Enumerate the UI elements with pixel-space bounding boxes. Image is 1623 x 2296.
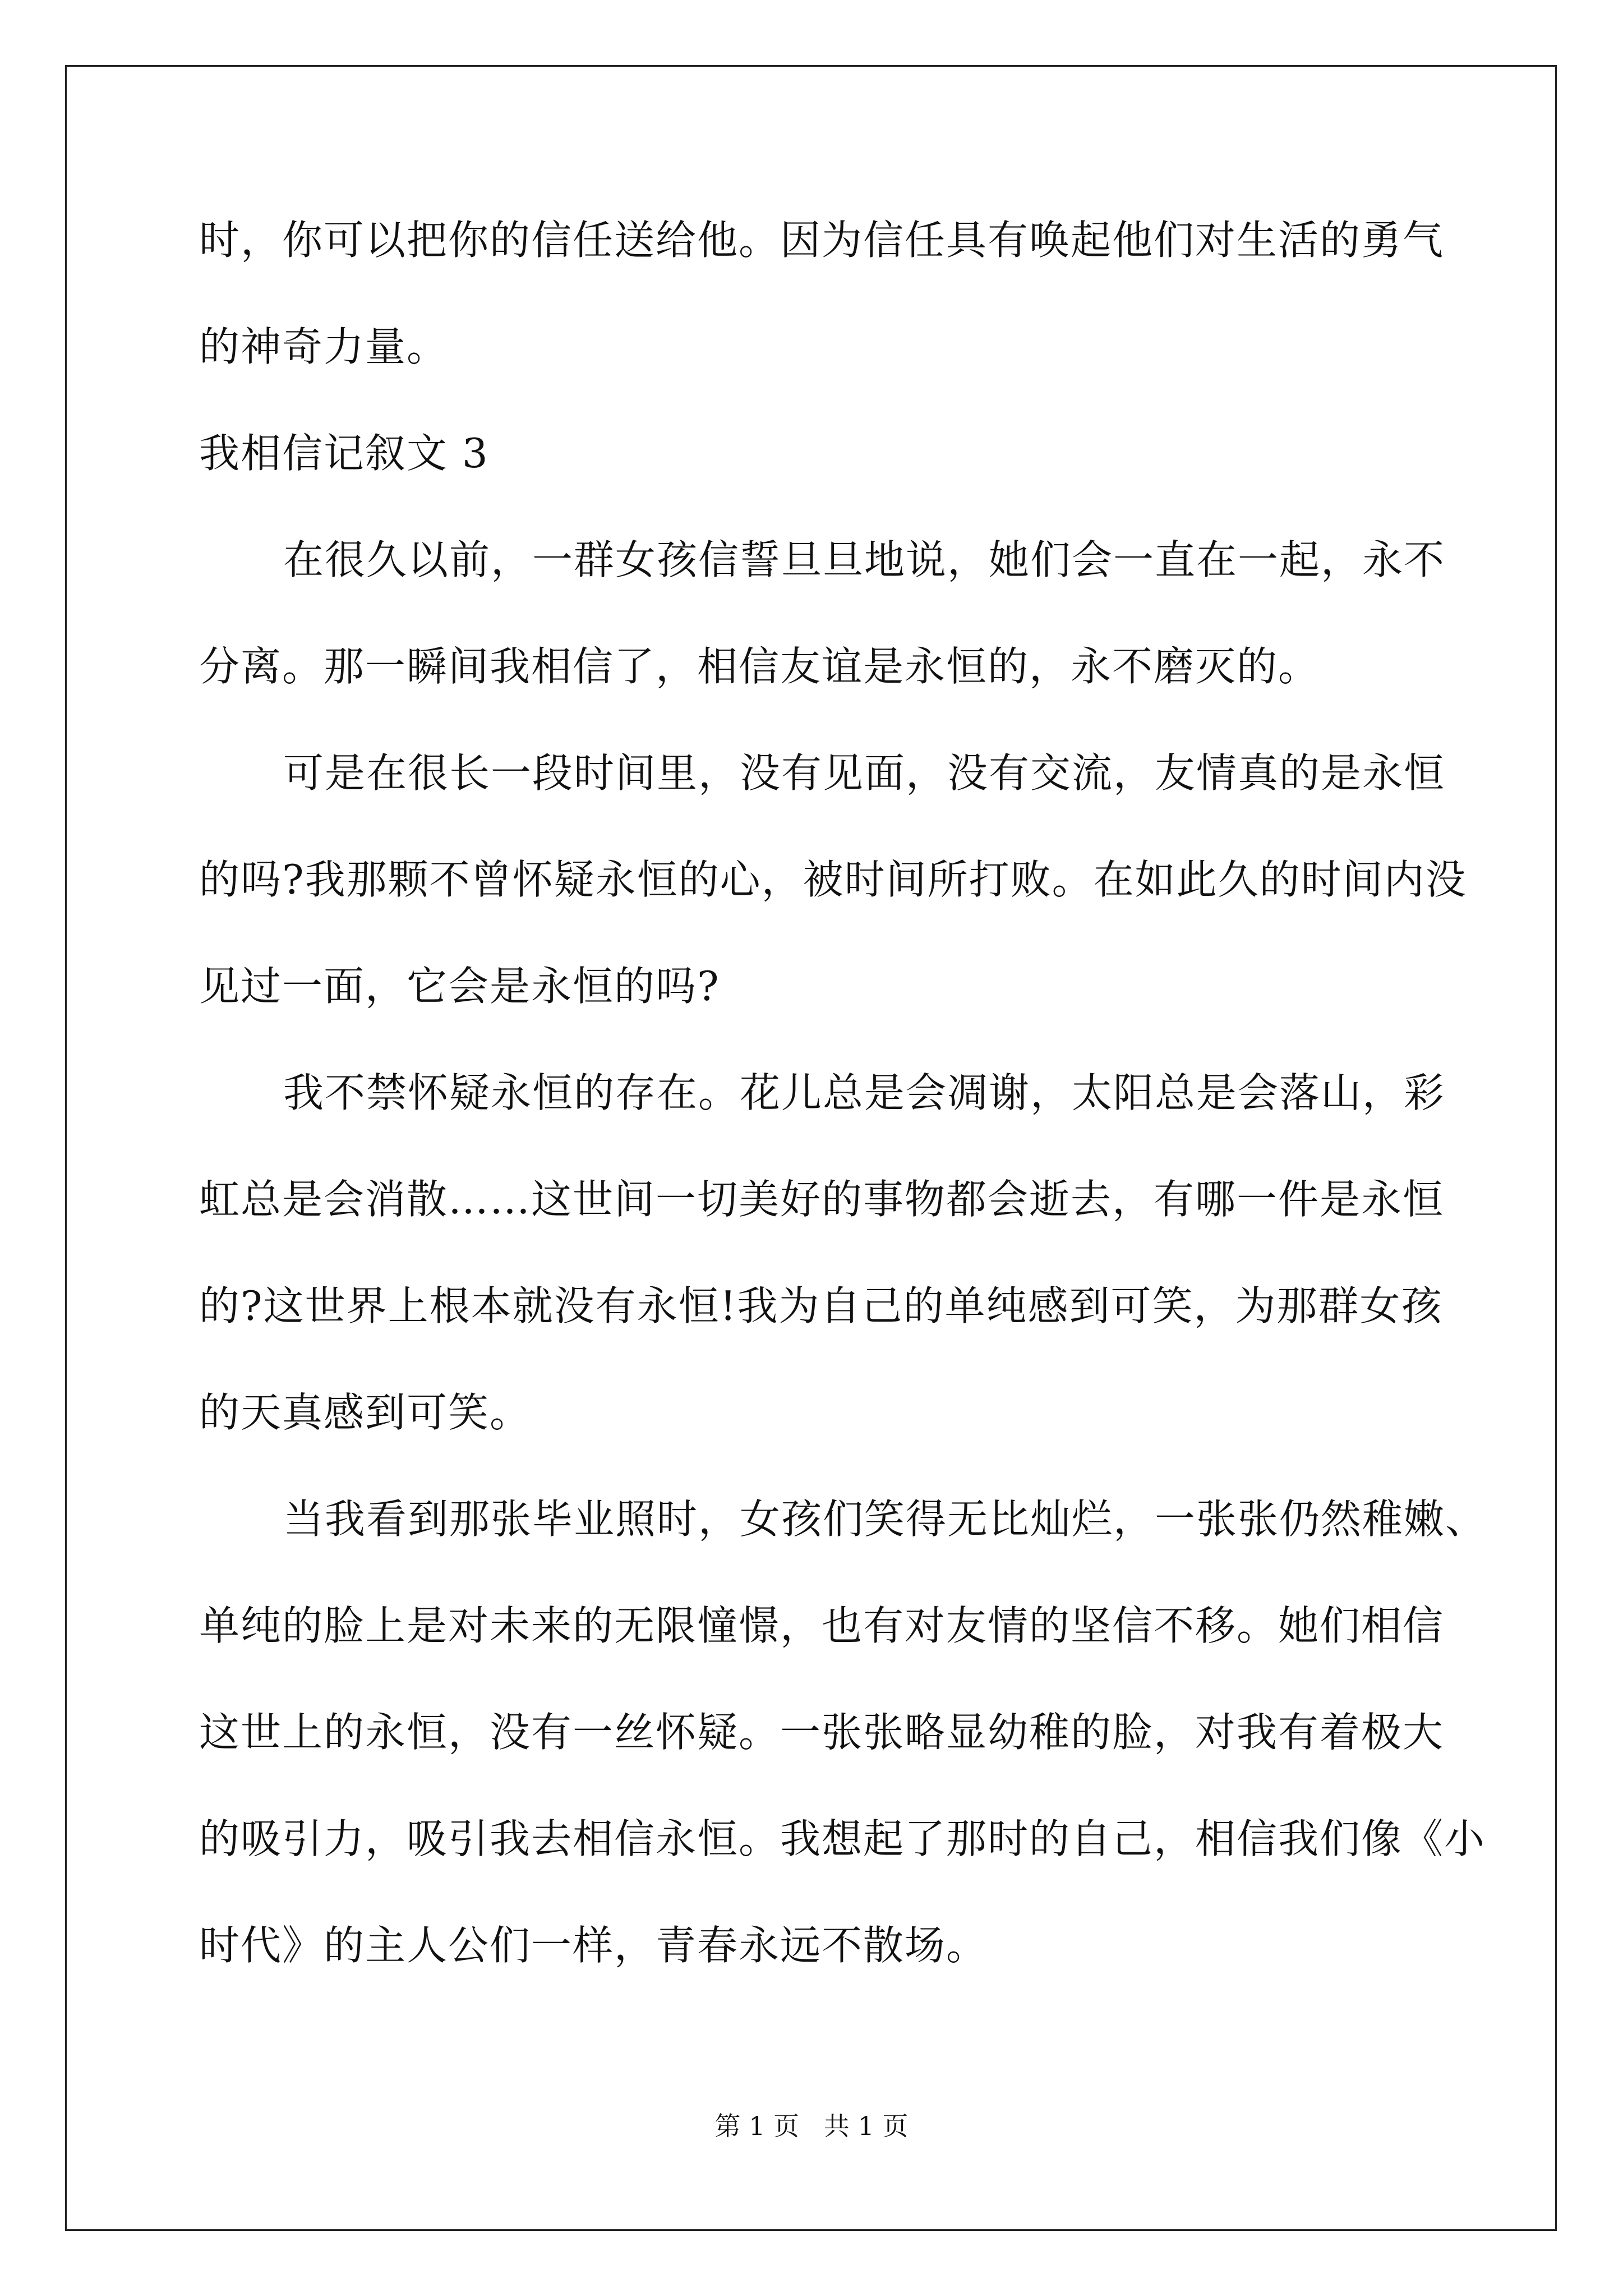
text-line: 我不禁怀疑永恒的存在。花儿总是会凋谢，太阳总是会落山，彩 xyxy=(283,1069,1446,1116)
text-line: 虹总是会消散……这世间一切美好的事物都会逝去，有哪一件是永恒 xyxy=(199,1176,1445,1223)
section-heading: 我相信记叙文 3 xyxy=(199,430,489,477)
text-line: 分离。那一瞬间我相信了，相信友谊是永恒的，永不磨灭的。 xyxy=(199,643,1320,690)
text-line: 在很久以前，一群女孩信誓旦旦地说，她们会一直在一起，永不 xyxy=(283,536,1446,583)
text-line: 时，你可以把你的信任送给他。因为信任具有唤起他们对生活的勇气 xyxy=(199,217,1445,264)
text-line: 的?这世界上根本就没有永恒!我为自己的单纯感到可笑，为那群女孩 xyxy=(199,1282,1443,1329)
page-border xyxy=(65,65,1557,2231)
page-number-footer: 第 1 页 共 1 页 xyxy=(714,2111,909,2141)
text-line: 的神奇力量。 xyxy=(199,323,449,370)
text-line: 时代》的主人公们一样，青春永远不散场。 xyxy=(199,1922,988,1969)
text-line: 的天真感到可笑。 xyxy=(199,1389,532,1436)
text-line: 可是在很长一段时间里，没有见面，没有交流，友情真的是永恒 xyxy=(283,749,1446,797)
text-line: 单纯的脸上是对未来的无限憧憬，也有对友情的坚信不移。她们相信 xyxy=(199,1602,1445,1649)
text-line: 的吗?我那颗不曾怀疑永恒的心，被时间所打败。在如此久的时间内没 xyxy=(199,856,1467,903)
text-line: 见过一面，它会是永恒的吗? xyxy=(199,963,720,1010)
text-line: 的吸引力，吸引我去相信永恒。我想起了那时的自己，相信我们像《小 xyxy=(199,1815,1486,1862)
text-line: 当我看到那张毕业照时，女孩们笑得无比灿烂，一张张仍然稚嫩、 xyxy=(283,1496,1487,1543)
text-line: 这世上的永恒，没有一丝怀疑。一张张略显幼稚的脸，对我有着极大 xyxy=(199,1709,1445,1756)
